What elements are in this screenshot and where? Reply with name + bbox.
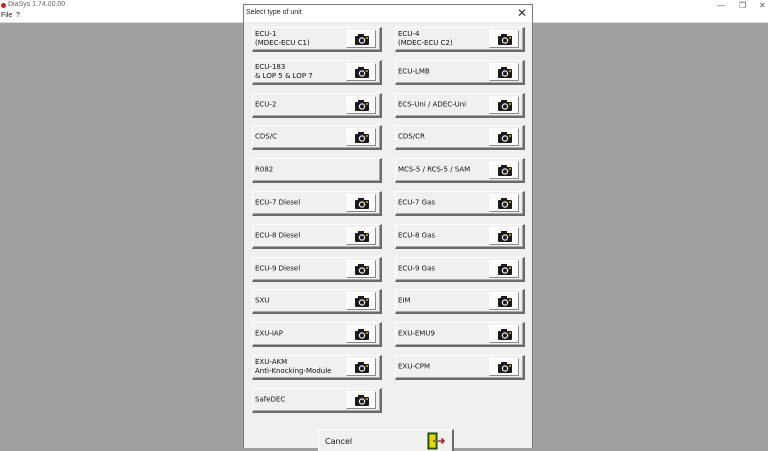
camera-icon-button[interactable] xyxy=(489,358,519,376)
camera-icon xyxy=(354,394,370,407)
unit-button-label: ECU-2 xyxy=(255,100,277,109)
unit-button[interactable] xyxy=(395,158,525,183)
dialog-title: Select type of unit xyxy=(246,9,302,16)
camera-icon-button[interactable] xyxy=(489,325,519,343)
unit-button[interactable] xyxy=(252,93,382,118)
camera-icon-button[interactable] xyxy=(346,292,376,310)
unit-button[interactable] xyxy=(395,93,525,118)
unit-button[interactable] xyxy=(395,125,525,150)
camera-icon-button[interactable] xyxy=(489,161,519,179)
unit-button-label: SafeDEC xyxy=(255,395,286,404)
dialog-close-icon[interactable]: ✕ xyxy=(516,6,527,20)
cancel-label: Cancel xyxy=(325,437,353,446)
camera-icon xyxy=(497,99,513,112)
camera-icon xyxy=(354,230,370,243)
camera-icon xyxy=(354,33,370,46)
camera-icon-button[interactable] xyxy=(346,30,376,48)
unit-button-label: ECU-9 Gas xyxy=(398,264,435,273)
unit-button-label: ECU-9 Diesel xyxy=(255,264,301,273)
unit-button[interactable] xyxy=(252,60,382,85)
unit-button-label: EXU-EMU9 xyxy=(398,329,435,338)
camera-icon-button[interactable] xyxy=(489,194,519,212)
unit-button-label: ECU-1 (MDEC-ECU C1) xyxy=(255,30,310,47)
camera-icon-button[interactable] xyxy=(489,96,519,114)
camera-icon-button[interactable] xyxy=(346,260,376,278)
unit-button[interactable] xyxy=(252,257,382,282)
maximize-icon[interactable]: ❐ xyxy=(739,1,747,10)
camera-icon xyxy=(354,328,370,341)
unit-button-label: EXU-CPM xyxy=(398,362,431,371)
close-app-icon[interactable]: ✕ xyxy=(759,1,766,10)
unit-button[interactable] xyxy=(395,257,525,282)
unit-button-label: ECU-4 (MDEC-ECU C2) xyxy=(398,30,453,47)
camera-icon-button[interactable] xyxy=(346,325,376,343)
menu-file[interactable]: File xyxy=(1,12,13,19)
camera-icon-button[interactable] xyxy=(346,63,376,81)
unit-button-label: EXU-IAP xyxy=(255,329,283,338)
unit-button[interactable] xyxy=(252,158,382,183)
unit-button[interactable] xyxy=(252,191,382,216)
camera-icon-button[interactable] xyxy=(489,30,519,48)
unit-button[interactable] xyxy=(395,27,525,52)
unit-button[interactable] xyxy=(252,125,382,150)
unit-button-label: CDS/C xyxy=(255,132,277,141)
camera-icon xyxy=(354,66,370,79)
camera-icon-button[interactable] xyxy=(346,96,376,114)
camera-icon-button[interactable] xyxy=(346,391,376,409)
camera-icon xyxy=(497,164,513,177)
camera-icon-button[interactable] xyxy=(346,227,376,245)
camera-icon xyxy=(354,263,370,276)
unit-button[interactable] xyxy=(252,289,382,314)
unit-button[interactable] xyxy=(252,355,382,380)
unit-button[interactable] xyxy=(395,60,525,85)
camera-icon xyxy=(497,361,513,374)
unit-button[interactable] xyxy=(252,27,382,52)
select-unit-dialog xyxy=(243,4,533,448)
camera-icon-button[interactable] xyxy=(489,128,519,146)
unit-button-label: ECS-Uni / ADEC-Uni xyxy=(398,100,467,109)
camera-icon-button[interactable] xyxy=(346,128,376,146)
unit-button-label: ECU-8 Gas xyxy=(398,231,435,240)
unit-button-label: ECU-LMB xyxy=(398,67,430,76)
unit-button[interactable] xyxy=(395,191,525,216)
camera-icon xyxy=(497,197,513,210)
camera-icon xyxy=(497,230,513,243)
unit-button-label: EXU-AKM Anti-Knocking-Module xyxy=(255,358,332,375)
unit-button-label: MCS-5 / RCS-5 / SAM xyxy=(398,165,471,174)
app-logo-icon xyxy=(1,3,6,8)
camera-icon xyxy=(497,295,513,308)
camera-icon xyxy=(497,328,513,341)
unit-button[interactable] xyxy=(395,224,525,249)
unit-button-label: CDS/CR xyxy=(398,132,425,141)
camera-icon xyxy=(497,131,513,144)
camera-icon xyxy=(354,99,370,112)
camera-icon-button[interactable] xyxy=(346,194,376,212)
menu-help[interactable]: ? xyxy=(16,12,20,19)
unit-button[interactable] xyxy=(252,224,382,249)
unit-button[interactable] xyxy=(252,388,382,413)
camera-icon xyxy=(354,361,370,374)
unit-button-label: SXU xyxy=(255,296,270,305)
unit-button-label: ECU-7 Diesel xyxy=(255,198,301,207)
camera-icon xyxy=(354,131,370,144)
unit-button[interactable] xyxy=(395,355,525,380)
camera-icon-button[interactable] xyxy=(489,63,519,81)
unit-button-label: ECU-183 & LOP 5 & LOP 7 xyxy=(255,62,313,80)
unit-button[interactable] xyxy=(252,322,382,347)
camera-icon xyxy=(497,263,513,276)
exit-door-icon xyxy=(426,432,446,450)
camera-icon-button[interactable] xyxy=(489,292,519,310)
unit-button-label: EIM xyxy=(398,296,411,305)
dialog-titlebar xyxy=(244,5,532,22)
camera-icon xyxy=(497,66,513,79)
camera-icon xyxy=(354,197,370,210)
app-title: DiaSys 1.74.00.00 xyxy=(8,1,66,8)
unit-button-label: ECU-8 Diesel xyxy=(255,231,301,240)
camera-icon-button[interactable] xyxy=(489,260,519,278)
camera-icon xyxy=(354,295,370,308)
unit-button-label: R082 xyxy=(255,165,274,174)
camera-icon xyxy=(497,33,513,46)
camera-icon-button[interactable] xyxy=(489,227,519,245)
unit-button[interactable] xyxy=(395,289,525,314)
camera-icon-button[interactable] xyxy=(346,358,376,376)
unit-button[interactable] xyxy=(395,322,525,347)
minimize-icon[interactable]: — xyxy=(717,1,725,10)
unit-button-label: ECU-7 Gas xyxy=(398,198,435,207)
